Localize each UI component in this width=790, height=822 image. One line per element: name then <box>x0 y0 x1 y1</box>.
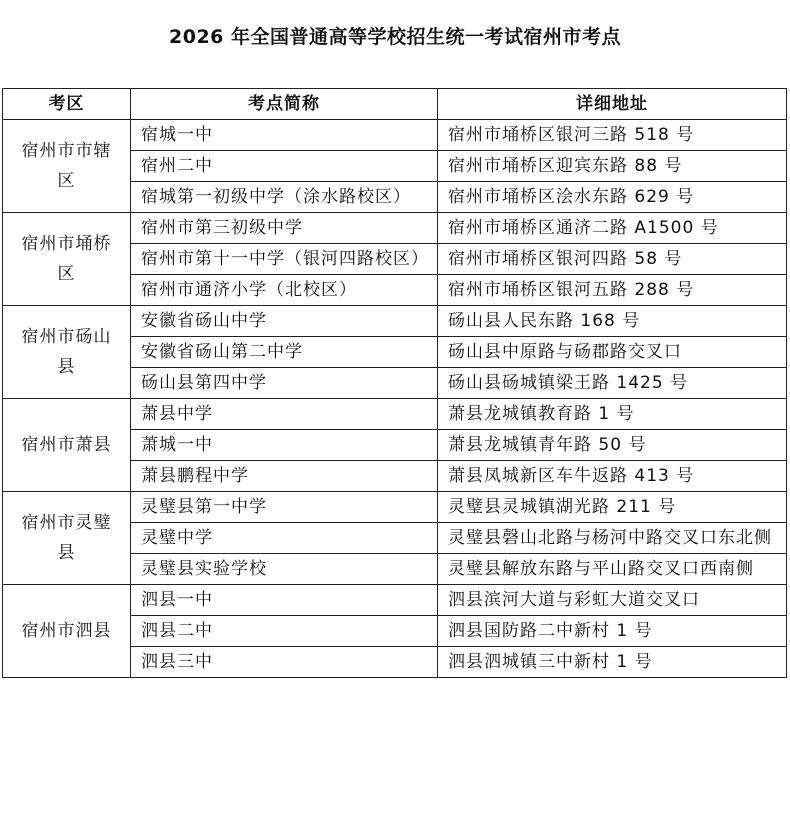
address-cell: 灵璧县磬山北路与杨河中路交叉口东北侧 <box>438 523 787 554</box>
address-cell: 灵璧县解放东路与平山路交叉口西南侧 <box>438 554 787 585</box>
page-title: 2026 年全国普通高等学校招生统一考试宿州市考点 <box>169 26 621 48</box>
table-row <box>3 213 787 244</box>
site-cell: 泗县一中 <box>131 585 438 616</box>
address-cell: 宿州市埇桥区银河三路 518 号 <box>438 120 787 151</box>
site-cell: 萧城一中 <box>131 430 438 461</box>
site-cell: 宿州市第三初级中学 <box>131 213 438 244</box>
district-cell: 宿州市市辖区 <box>3 120 131 213</box>
address-cell: 萧县凤城新区车牛返路 413 号 <box>438 461 787 492</box>
site-cell: 泗县二中 <box>131 616 438 647</box>
address-cell: 宿州市埇桥区浍水东路 629 号 <box>438 182 787 213</box>
site-cell: 萧县鹏程中学 <box>131 461 438 492</box>
district-cell: 宿州市砀山县 <box>3 306 131 399</box>
site-cell: 安徽省砀山中学 <box>131 306 438 337</box>
site-cell: 萧县中学 <box>131 399 438 430</box>
address-cell: 泗县滨河大道与彩虹大道交叉口 <box>438 585 787 616</box>
address-cell: 宿州市埇桥区通济二路 A1500 号 <box>438 213 787 244</box>
district-cell: 宿州市埇桥区 <box>3 213 131 306</box>
address-cell: 宿州市埇桥区银河五路 288 号 <box>438 275 787 306</box>
site-cell: 宿城一中 <box>131 120 438 151</box>
table-row <box>3 306 787 337</box>
district-cell: 宿州市泗县 <box>3 585 131 678</box>
site-cell: 灵璧中学 <box>131 523 438 554</box>
address-cell: 宿州市埇桥区银河四路 58 号 <box>438 244 787 275</box>
site-cell: 宿州市通济小学（北校区） <box>131 275 438 306</box>
site-cell: 砀山县第四中学 <box>131 368 438 399</box>
exam-sites-table <box>2 88 787 678</box>
address-cell: 萧县龙城镇青年路 50 号 <box>438 430 787 461</box>
address-cell: 宿州市埇桥区迎宾东路 88 号 <box>438 151 787 182</box>
address-cell: 灵璧县灵城镇湖光路 211 号 <box>438 492 787 523</box>
header-site: 考点简称 <box>131 89 438 120</box>
table-row <box>3 585 787 616</box>
site-cell: 灵璧县实验学校 <box>131 554 438 585</box>
site-cell: 宿城第一初级中学（涂水路校区） <box>131 182 438 213</box>
site-cell: 灵璧县第一中学 <box>131 492 438 523</box>
address-cell: 泗县泗城镇三中新村 1 号 <box>438 647 787 678</box>
site-cell: 安徽省砀山第二中学 <box>131 337 438 368</box>
address-cell: 萧县龙城镇教育路 1 号 <box>438 399 787 430</box>
table-row <box>3 399 787 430</box>
table-row <box>3 120 787 151</box>
address-cell: 砀山县砀城镇梁王路 1425 号 <box>438 368 787 399</box>
table-header-row <box>3 89 787 120</box>
header-address: 详细地址 <box>438 89 787 120</box>
address-cell: 砀山县中原路与砀郡路交叉口 <box>438 337 787 368</box>
address-cell: 泗县国防路二中新村 1 号 <box>438 616 787 647</box>
address-cell: 砀山县人民东路 168 号 <box>438 306 787 337</box>
site-cell: 泗县三中 <box>131 647 438 678</box>
district-cell: 宿州市萧县 <box>3 399 131 492</box>
table-row <box>3 492 787 523</box>
site-cell: 宿州二中 <box>131 151 438 182</box>
district-cell: 宿州市灵璧县 <box>3 492 131 585</box>
site-cell: 宿州市第十一中学（银河四路校区） <box>131 244 438 275</box>
header-district: 考区 <box>3 89 131 120</box>
